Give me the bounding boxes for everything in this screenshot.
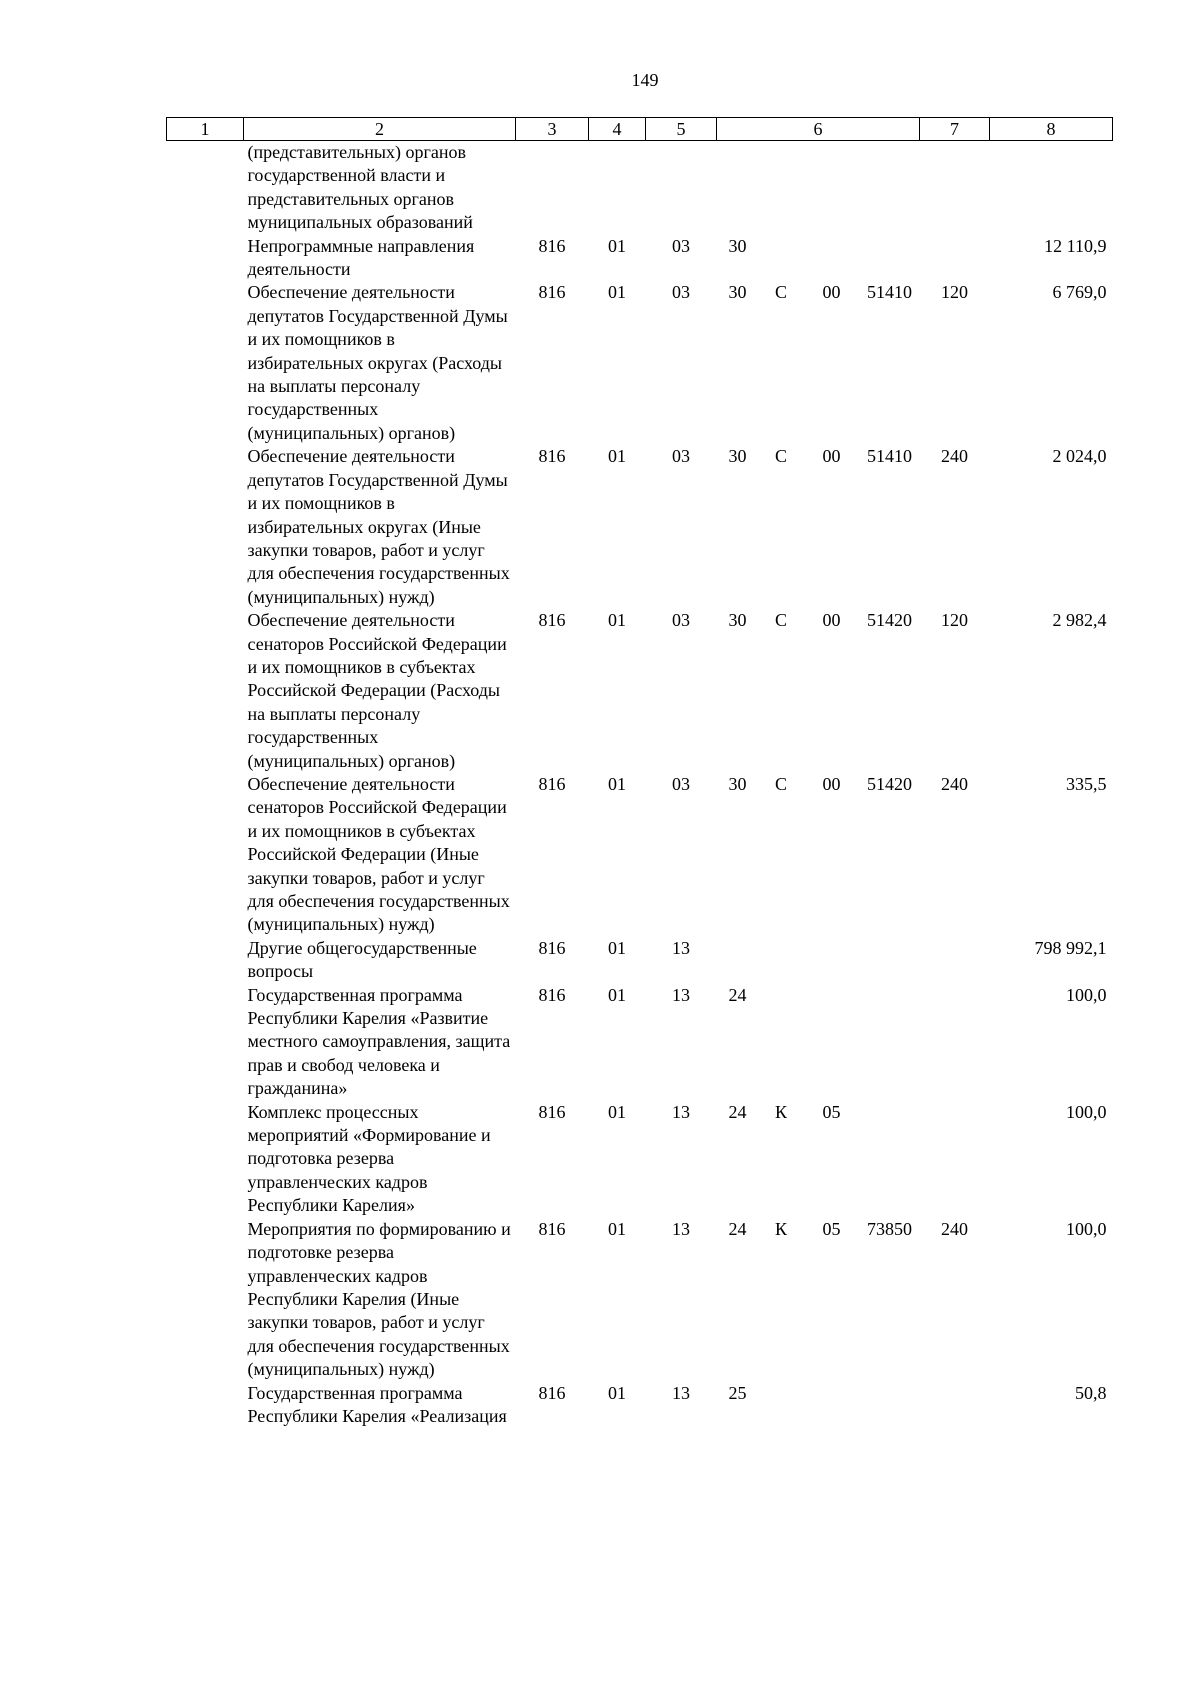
- row-code-6c: 00: [822, 282, 841, 303]
- row-code-5: 13: [672, 1101, 690, 1122]
- row-code-3: 816: [538, 1101, 566, 1122]
- row-code-5: 03: [672, 610, 690, 631]
- row-code-4: 01: [608, 446, 626, 467]
- row-code-7: [920, 937, 990, 984]
- row-code-5: 13: [672, 984, 690, 1005]
- row-code-6d: [860, 1382, 920, 1429]
- row-code-6a: 24: [728, 1101, 747, 1122]
- row-code-3: 816: [538, 446, 566, 467]
- page-number: 149: [631, 70, 659, 90]
- table-row: [167, 281, 1113, 445]
- row-code-6b: С: [774, 773, 787, 794]
- row-code-3: 816: [538, 282, 566, 303]
- table-header-row: [167, 118, 1113, 141]
- table-row: [167, 609, 1113, 773]
- table-row: [167, 937, 1113, 984]
- table-row: [167, 1101, 1113, 1218]
- row-code-6c: 05: [822, 1218, 841, 1239]
- column-header-4: 4: [589, 118, 646, 141]
- row-code-6d: 51420: [867, 773, 912, 794]
- row-code-7: 120: [941, 282, 968, 303]
- row-name: Непрограммные направления деятельности: [247, 235, 475, 280]
- row-code-4: 01: [608, 282, 626, 303]
- row-code-6a: 30: [728, 773, 747, 794]
- row-code-6a: [717, 141, 759, 235]
- column-header-2: 2: [244, 118, 516, 141]
- row-name: (представительных) органов государственной власти и представительных органов муниципальных образований: [247, 142, 473, 233]
- row-code-7: 240: [941, 446, 968, 467]
- table-row: [167, 141, 1113, 235]
- row-name: Государственная программа Республики Карелия «Развитие местного самоуправления, защита прав и свобод человека и гражданина»: [247, 984, 511, 1099]
- column-header-8: 8: [990, 118, 1113, 141]
- row-code-4: 01: [608, 1218, 626, 1239]
- row-name: Государственная программа Республики Карелия «Реализация: [247, 1382, 507, 1426]
- row-code-6c: [804, 984, 860, 1101]
- row-code-7: [920, 1382, 990, 1429]
- row-code-7: [920, 141, 990, 235]
- row-code-6b: [759, 937, 804, 984]
- row-name: Другие общегосударственные вопросы: [247, 937, 477, 982]
- row-code-6d: 51410: [867, 282, 912, 303]
- table-row: [167, 235, 1113, 282]
- row-amount: 100,0: [1066, 1101, 1107, 1122]
- row-code-6d: 73850: [867, 1218, 912, 1239]
- row-code-5: 13: [672, 1218, 690, 1239]
- row-name: Комплекс процессных мероприятий «Формирование и подготовка резерва управленческих кадров Республики Карелия»: [247, 1101, 491, 1216]
- row-code-6c: 05: [822, 1101, 841, 1122]
- row-code-6a: 24: [728, 1218, 747, 1239]
- row-code-3: [516, 141, 589, 235]
- column-header-7: 7: [920, 118, 990, 141]
- row-code-6c: 00: [822, 610, 841, 631]
- row-code-7: [920, 1101, 990, 1218]
- row-name: Мероприятия по формированию и подготовке резерва управленческих кадров Республики Карелия (Иные закупки товаров, работ и услуг для обеспечения государственных (муниципальных) нужд): [247, 1218, 511, 1380]
- row-code-4: 01: [608, 773, 626, 794]
- row-amount: 100,0: [1066, 1218, 1107, 1239]
- row-code-7: 240: [941, 773, 968, 794]
- table-row: [167, 1218, 1113, 1382]
- row-code-6b: К: [774, 1101, 787, 1122]
- row-code-3: 816: [538, 984, 566, 1005]
- row-code-5: 03: [672, 235, 690, 256]
- row-amount: 6 769,0: [1052, 282, 1107, 303]
- row-amount: [990, 141, 1113, 235]
- row-code-6b: [759, 235, 804, 282]
- row-code-6d: [860, 235, 920, 282]
- row-code-6b: [759, 141, 804, 235]
- column-header-5: 5: [646, 118, 717, 141]
- row-code-6a: 25: [728, 1382, 747, 1403]
- row-code-6b: С: [774, 282, 787, 303]
- row-code-4: 01: [608, 1101, 626, 1122]
- row-code-4: [589, 141, 646, 235]
- table-row: [167, 984, 1113, 1101]
- row-code-6c: [804, 1382, 860, 1429]
- row-code-5: 03: [672, 446, 690, 467]
- row-code-6a: 30: [728, 235, 747, 256]
- row-code-6a: 30: [728, 446, 747, 467]
- row-code-6b: С: [774, 610, 787, 631]
- row-code-6a: [717, 937, 759, 984]
- row-code-3: 816: [538, 610, 566, 631]
- row-code-5: 03: [672, 773, 690, 794]
- row-code-5: [646, 141, 717, 235]
- budget-table-container: [166, 117, 1112, 1428]
- row-code-5: 13: [672, 937, 690, 958]
- row-code-6d: [860, 937, 920, 984]
- row-code-6d: [860, 141, 920, 235]
- row-code-7: 120: [941, 610, 968, 631]
- row-code-5: 13: [672, 1382, 690, 1403]
- row-amount: 100,0: [1066, 984, 1107, 1005]
- row-name: Обеспечение деятельности сенаторов Российской Федерации и их помощников в субъектах Российской Федерации (Расходы на выплаты персоналу государственных (муниципальных) органов): [247, 610, 507, 771]
- row-code-4: 01: [608, 610, 626, 631]
- row-code-4: 01: [608, 1382, 626, 1403]
- row-code-6c: [804, 235, 860, 282]
- row-code-6a: 30: [728, 610, 747, 631]
- row-code-6c: [804, 937, 860, 984]
- row-code-7: [920, 984, 990, 1101]
- row-code-3: 816: [538, 937, 566, 958]
- row-code-6b: [759, 1382, 804, 1429]
- row-code-6c: 00: [822, 773, 841, 794]
- row-code-6d: 51410: [867, 446, 912, 467]
- row-code-6d: [860, 984, 920, 1101]
- row-name: Обеспечение деятельности депутатов Государственной Думы и их помощников в избирательных округах (Иные закупки товаров, работ и услуг для обеспечения государственных (муниципальных) нужд): [247, 446, 510, 607]
- column-header-1: 1: [167, 118, 244, 141]
- row-code-7: 240: [941, 1218, 968, 1239]
- row-code-3: 816: [538, 235, 566, 256]
- row-name: Обеспечение деятельности депутатов Государственной Думы и их помощников в избирательных округах (Расходы на выплаты персоналу государственных (муниципальных) органов): [247, 282, 508, 443]
- row-code-6c: [804, 141, 860, 235]
- row-code-3: 816: [538, 773, 566, 794]
- row-code-6d: [860, 1101, 920, 1218]
- row-amount: 2 024,0: [1052, 446, 1107, 467]
- budget-table: [166, 117, 1113, 1428]
- column-header-6: 6: [717, 118, 920, 141]
- row-code-4: 01: [608, 984, 626, 1005]
- table-row: [167, 445, 1113, 609]
- row-amount: 2 982,4: [1052, 610, 1107, 631]
- row-code-6b: К: [774, 1218, 787, 1239]
- row-code-6b: [759, 984, 804, 1101]
- row-amount: 50,8: [1075, 1382, 1107, 1403]
- row-name: Обеспечение деятельности сенаторов Российской Федерации и их помощников в субъектах Российской Федерации (Иные закупки товаров, работ и услуг для обеспечения государственных (муниципальных) нужд): [247, 773, 510, 935]
- row-code-6d: 51420: [867, 610, 912, 631]
- row-code-7: [920, 235, 990, 282]
- row-code-4: 01: [608, 235, 626, 256]
- row-amount: 335,5: [1066, 773, 1107, 794]
- row-code-6a: 24: [728, 984, 747, 1005]
- row-code-5: 03: [672, 282, 690, 303]
- table-row: [167, 773, 1113, 937]
- row-amount: 798 992,1: [1034, 937, 1107, 958]
- row-code-6b: С: [774, 446, 787, 467]
- row-code-6a: 30: [728, 282, 747, 303]
- row-code-4: 01: [608, 937, 626, 958]
- table-body: [167, 141, 1113, 1429]
- table-row: [167, 1382, 1113, 1429]
- row-code-3: 816: [538, 1218, 566, 1239]
- row-amount: 12 110,9: [1044, 235, 1107, 256]
- row-code-3: 816: [538, 1382, 566, 1403]
- column-header-3: 3: [516, 118, 589, 141]
- row-code-6c: 00: [822, 446, 841, 467]
